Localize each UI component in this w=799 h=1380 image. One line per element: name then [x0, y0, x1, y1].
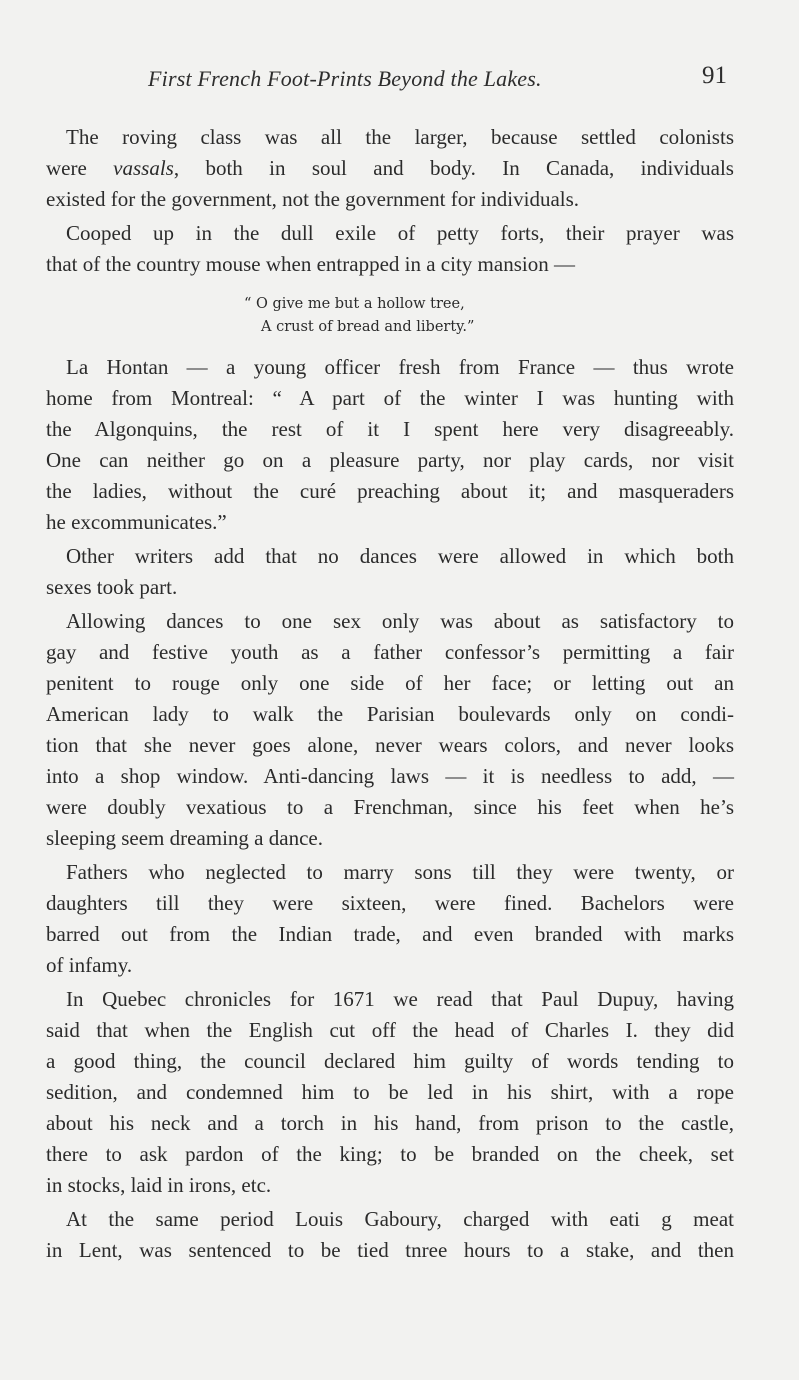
paragraph	[46, 857, 734, 981]
text-line: Allowing dances to one sex only was about as satisfactory to	[66, 609, 734, 633]
paragraph	[46, 984, 734, 1201]
text-line: American lady to walk the Parisian boulevards only on condi-	[46, 702, 734, 726]
text-line: La Hontan — a young officer fresh from France — thus wrote	[66, 355, 734, 379]
text-line: home from Montreal: “ A part of the winter I was hunting with	[46, 386, 734, 410]
text-line: barred out from the Indian trade, and even branded with marks	[46, 922, 734, 946]
text-line	[46, 153, 734, 184]
text-line: sexes took part.	[46, 575, 178, 599]
body-text	[46, 122, 734, 1266]
text-line: The roving class was all the larger, because settled colonists	[66, 125, 734, 149]
paragraph	[46, 122, 734, 215]
quote-line: A crust of bread and liberty.”	[261, 319, 475, 335]
text-line: tion that she never goes alone, never wears colors, and never looks	[46, 733, 734, 757]
paragraph	[46, 606, 734, 854]
text-line: gay and festive youth as a father confessor’s permitting a fair	[46, 640, 734, 664]
text-line: the Algonquins, the rest of it I spent here very disagreeably.	[46, 417, 734, 441]
text-line: a good thing, the council declared him guilty of words tending to	[46, 1049, 734, 1073]
text-line: Cooped up in the dull exile of petty forts, their prayer was	[66, 221, 734, 245]
paragraph	[46, 218, 734, 280]
text-line: existed for the government, not the government for individuals.	[46, 187, 580, 211]
text-line: At the same period Louis Gaboury, charged with eati g meat	[66, 1207, 734, 1231]
quote-line: “ O give me but a hollow tree,	[244, 296, 465, 312]
page-header	[0, 62, 799, 102]
text-line: penitent to rouge only one side of her face; or letting out an	[46, 671, 734, 695]
text-line: said that when the English cut off the head of Charles I. they did	[46, 1018, 734, 1042]
paragraph	[46, 352, 734, 538]
text-line: were doubly vexatious to a Frenchman, since his feet when he’s	[46, 795, 734, 819]
text-line: the ladies, without the curé preaching about it; and masqueraders	[46, 479, 734, 503]
text-segment: , both in soul and body. In Canada, individuals	[173, 156, 734, 180]
paragraph	[46, 541, 734, 603]
paragraph	[46, 1204, 734, 1266]
text-line: One can neither go on a pleasure party, nor play cards, nor visit	[46, 448, 734, 472]
text-line: daughters till they were sixteen, were fined. Bachelors were	[46, 891, 734, 915]
text-line: sleeping seem dreaming a dance.	[46, 826, 323, 850]
text-line: In Quebec chronicles for 1671 we read that Paul Dupuy, having	[66, 987, 734, 1011]
text-line: into a shop window. Anti-dancing laws — it is needless to add, —	[46, 764, 734, 788]
text-line: there to ask pardon of the king; to be branded on the cheek, set	[46, 1142, 734, 1166]
text-line: in Lent, was sentenced to be tied tnree hours to a stake, and then	[46, 1238, 734, 1262]
page-number: 91	[702, 62, 727, 89]
text-line: Fathers who neglected to marry sons till they were twenty, or	[66, 860, 734, 884]
text-line: that of the country mouse when entrapped in a city mansion —	[46, 252, 575, 276]
text-line: sedition, and condemned him to be led in his shirt, with a rope	[46, 1080, 734, 1104]
text-line: he excommunicates.”	[46, 510, 227, 534]
verse-quote	[46, 293, 734, 339]
text-line: in stocks, laid in irons, etc.	[46, 1173, 272, 1197]
italic-word: vassals	[113, 156, 174, 180]
running-title: First French Foot-Prints Beyond the Lakes.	[148, 66, 542, 91]
text-line: about his neck and a torch in his hand, from prison to the castle,	[46, 1111, 734, 1135]
text-line: Other writers add that no dances were allowed in which both	[66, 544, 734, 568]
text-segment: were	[46, 156, 114, 180]
text-line: of infamy.	[46, 953, 133, 977]
